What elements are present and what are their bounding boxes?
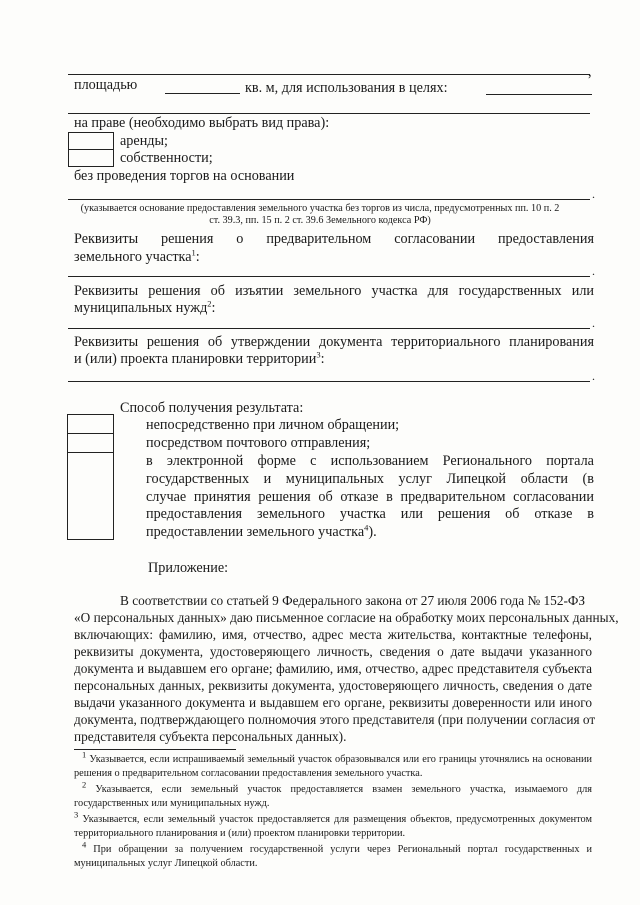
top-border-line: [68, 74, 590, 75]
requisite-3-field[interactable]: [68, 381, 590, 382]
right-type-label: на праве (необходимо выбрать вид права):: [74, 115, 330, 131]
line-end-dot: .: [592, 264, 595, 278]
line-end-dot: .: [592, 316, 595, 330]
area-value-field[interactable]: [165, 93, 240, 94]
in-person-checkbox[interactable]: [67, 414, 114, 434]
requisite-2-line1: Реквизиты решения об изъятии земельного участка для государственных или: [74, 283, 594, 299]
consent-line-7: выдачи указанного документа и выдавшем его органе, реквизиты доверенности или иного: [74, 695, 592, 710]
footnote-2-line-1: $^2$ Указывается, если земельный участок предоставляется взамен земельного участка, изымаемого для: [82, 779, 592, 795]
electronic-checkbox[interactable]: [67, 452, 114, 540]
consent-line-1: В соответствии со статьей 9 Федерального закона от 27 июля 2006 года № 152-ФЗ: [120, 593, 586, 608]
no-auction-note-1: (указывается основание предоставления земельного участка без торгов из числа, предусмотренных пп. 10 п. 2: [80, 203, 560, 214]
requisite-1-field[interactable]: [68, 276, 590, 277]
footnote-4-line-1: $^4$ При обращении за получением государственной услуги через Региональный портал государственных и: [82, 839, 593, 855]
requisite-1-line2: земельного участка$^1$:: [74, 247, 200, 265]
ownership-checkbox[interactable]: [68, 149, 114, 167]
line-end-dot: .: [592, 369, 595, 383]
in-person-option-label: непосредственно при личном обращении;: [146, 417, 400, 433]
requisite-1-line1: Реквизиты решения о предварительном согласовании предоставления: [74, 231, 594, 247]
electronic-option-line-2: государственных и муниципальных услуг Липецкой области (в: [146, 471, 594, 487]
consent-line-6: персональных данных, реквизиты документа, удостоверяющего личность, сведения о дате: [74, 678, 592, 693]
no-auction-note-2: ст. 39.3, пп. 15 п. 2 ст. 39.6 Земельного кодекса РФ): [209, 215, 431, 226]
consent-line-3: включающих: фамилию, имя, отчество, адрес места жительства, контактные телефоны,: [74, 627, 592, 642]
consent-line-4: реквизиты документа, удостоверяющего личность, сведения о дате выдачи указанного: [74, 644, 592, 659]
consent-line-9: представителя субъекта персональных данных).: [74, 729, 347, 744]
no-auction-label: без проведения торгов на основании: [74, 168, 295, 184]
footnote-1-line-2: решения о предварительном согласовании предоставления земельного участка.: [74, 768, 423, 779]
footnote-3-line-1: $^3$ Указывается, если земельный участок предоставляется для размещения объектов, предусмотренных документом: [74, 809, 592, 825]
area-label: площадью: [74, 77, 138, 93]
appendix-label: Приложение:: [148, 560, 229, 576]
no-auction-basis-field[interactable]: [68, 199, 590, 200]
requisite-2-line2: муниципальных нужд$^2$:: [74, 298, 216, 316]
footnote-separator: [74, 749, 236, 750]
sqm-purpose-label: кв. м, для использования в целях:: [245, 80, 448, 96]
footnote-1-line-1: $^1$ Указывается, если испрашиваемый земельный участок образовывался или его границы уточнялись на основании: [82, 749, 592, 765]
line-end-dot: .: [592, 187, 595, 201]
ownership-option-label: собственности;: [120, 150, 213, 166]
comma-mark: ,: [588, 64, 592, 80]
footnote-4-line-2: муниципальных услуг Липецкой области.: [74, 858, 258, 869]
electronic-option-line-1: в электронной форме с использованием Регионального портала: [146, 453, 594, 469]
postal-option-label: посредством почтового отправления;: [146, 435, 371, 451]
requisite-2-field[interactable]: [68, 328, 590, 329]
consent-line-8: документа, подтверждающего полномочия этого представителя (при получении согласия от: [74, 712, 596, 727]
purpose-value-field[interactable]: [486, 94, 592, 95]
requisite-3-line1: Реквизиты решения об утверждении документа территориального планирования: [74, 334, 594, 350]
result-method-title: Способ получения результата:: [120, 400, 304, 416]
footnote-3-line-2: территориального планирования и (или) проектом планировки территории.: [74, 828, 406, 839]
purpose-continuation-line[interactable]: [68, 113, 590, 114]
electronic-option-line-4: предоставления земельного участка или решения об отказе в: [146, 506, 594, 522]
consent-line-2: «О персональных данных» даю письменное согласие на обработку моих персональных данных,: [74, 610, 619, 625]
requisite-3-line2: и (или) проекта планировки территории$^3$:: [74, 349, 325, 367]
lease-checkbox[interactable]: [68, 132, 114, 150]
electronic-option-line-5: предоставлении земельного участка$^4$).: [146, 522, 377, 540]
footnote-2-line-2: государственных или муниципальных нужд.: [74, 798, 270, 809]
postal-checkbox[interactable]: [67, 433, 114, 453]
consent-line-5: документа и выдавшем его органе; фамилию, имя, отчество, адрес представителя субъекта: [74, 661, 592, 676]
electronic-option-line-3: случае принятия решения об отказе в предварительном согласовании: [146, 489, 594, 505]
lease-option-label: аренды;: [120, 133, 168, 149]
